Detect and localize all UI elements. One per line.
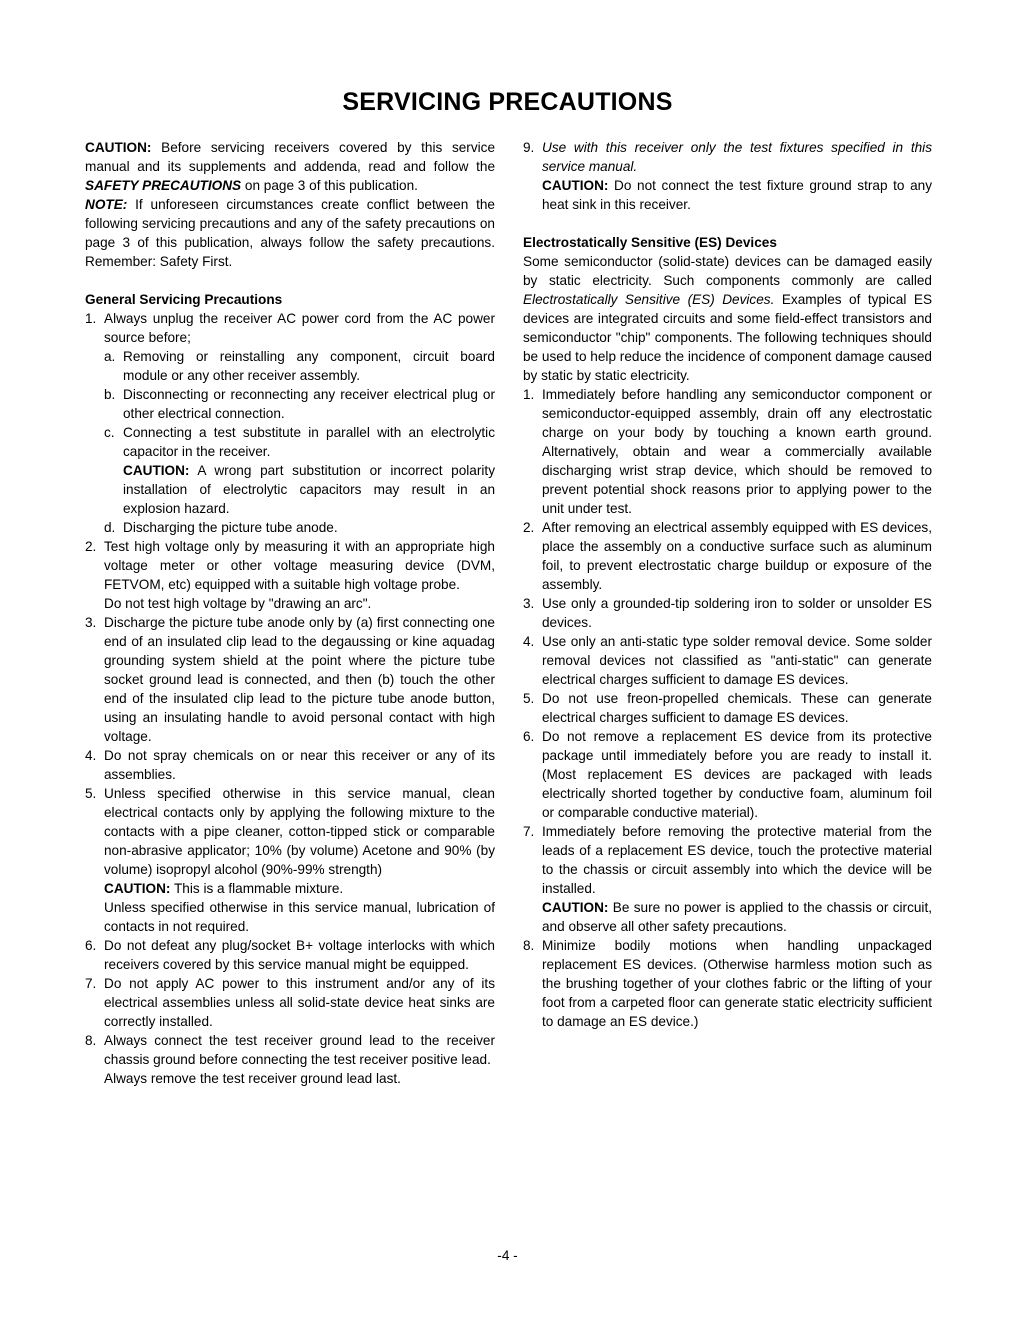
es-intro-paragraph (523, 252, 932, 385)
item-extra-text: Do not test high voltage by "drawing an arc". (104, 596, 372, 611)
list-item-1 (85, 309, 495, 537)
list-item-5 (85, 784, 495, 936)
es-text-before: Some semiconductor (solid-state) devices can be damaged easily by static electricity. Such components commonly are called (523, 254, 932, 288)
item-text: Discharge the picture tube anode only by (a) first connecting one end of an insulated clip lead to the degaussing or kine aquadag grounding system shield at the point where the picture tube socket ground lead is connected, and then (b) touch the other end of the insulated clip lead to the picture tube anode button, using an insulating handle to avoid personal contact with high voltage. (104, 615, 495, 744)
sub-item-text: Connecting a test substitute in parallel with an electrolytic capacitor in the receiver. (123, 425, 495, 459)
es-devices-heading: Electrostatically Sensitive (ES) Devices (523, 235, 777, 250)
item-text: Do not defeat any plug/socket B+ voltage interlocks with which receivers covered by this service manual might be equipped. (104, 938, 495, 972)
page-title: SERVICING PRECAUTIONS (342, 88, 673, 116)
item-text: After removing an electrical assembly equipped with ES devices, place the assembly on a conductive surface such as aluminum foil, to prevent electrostatic charge buildup or exposure of the assembly. (542, 520, 932, 592)
caution-text: This is a flammable mixture. (170, 881, 344, 896)
item-number: 9. (523, 140, 535, 155)
item-number: 8. (523, 938, 535, 953)
list-item-3 (85, 613, 495, 746)
item-number: 5. (523, 691, 535, 706)
item-extra-text: Unless specified otherwise in this service manual, lubrication of contacts in not required. (104, 900, 495, 934)
page-number: -4 - (497, 1248, 518, 1263)
item-text: Immediately before removing the protective material from the leads of a replacement ES device, touch the protective material to the chassis or circuit assembly into which the device will be installed. (542, 824, 932, 896)
item-number: 4. (85, 748, 97, 763)
list-item-2 (85, 537, 495, 613)
caution-text-before: Before servicing receivers covered by this service manual and its supplements and addenda, read and follow the (85, 140, 495, 174)
list-item-4 (85, 746, 495, 784)
list-item-8 (85, 1031, 495, 1088)
caution-label: CAUTION: (123, 463, 190, 478)
item-text: Unless specified otherwise in this service manual, clean electrical contacts only by applying the following mixture to the contacts with a pipe cleaner, cotton-tipped stick or comparable non-abrasive applicator; 10% (by volume) Acetone and 90% (by volume) isopropyl alcohol (90%-99% strength) (104, 786, 495, 877)
note-paragraph (85, 195, 495, 271)
sub-item-letter: c. (104, 425, 115, 440)
sub-item-text: Discharging the picture tube anode. (123, 520, 338, 535)
item-number: 8. (85, 1033, 97, 1048)
item-number: 1. (85, 311, 97, 326)
sub-item-letter: b. (104, 387, 116, 402)
item-text: Use only a grounded-tip soldering iron to solder or unsolder ES devices. (542, 596, 932, 630)
es-list-item-5 (523, 689, 932, 727)
note-label: NOTE: (85, 197, 128, 212)
item-text: Do not remove a replacement ES device from its protective package until immediately before you are ready to install it. (Most replacement ES devices are packaged with leads electrically shorted together by conductive foam, aluminum foil or comparable conductive material). (542, 729, 932, 820)
caution-text: Do not connect the test fixture ground strap to any heat sink in this receiver. (542, 178, 932, 212)
sub-item-text: Disconnecting or reconnecting any receiver electrical plug or other electrical connection. (123, 387, 495, 421)
item-text-italic: Use with this receiver only the test fixtures specified in this service manual. (542, 140, 932, 174)
es-devices-emphasis: Electrostatically Sensitive (ES) Devices. (523, 292, 775, 307)
note-text: If unforeseen circumstances create conflict between the following servicing precautions and any of the safety precautions on page 3 of this publication, always follow the safety precautions. Remember: Safety First. (85, 197, 495, 269)
item-text: Do not spray chemicals on or near this receiver or any of its assemblies. (104, 748, 495, 782)
es-list-item-4 (523, 632, 932, 689)
sub-item-text: Removing or reinstalling any component, circuit board module or any other receiver assembly. (123, 349, 495, 383)
item-extra-text: Always remove the test receiver ground lead last. (104, 1071, 401, 1086)
sub-item-c (104, 423, 495, 518)
item-caution (542, 176, 932, 214)
item-number: 6. (523, 729, 535, 744)
item-number: 6. (85, 938, 97, 953)
item-number: 1. (523, 387, 535, 402)
item-number: 4. (523, 634, 535, 649)
caution-text: A wrong part substitution or incorrect polarity installation of electrolytic capacitors may result in an explosion hazard. (123, 463, 495, 516)
caution-label: CAUTION: (542, 178, 609, 193)
item-text: Always connect the test receiver ground lead to the receiver chassis ground before connecting the test receiver positive lead. (104, 1033, 495, 1067)
item-number: 2. (85, 539, 97, 554)
sub-item-b (104, 385, 495, 423)
caution-label: CAUTION: (542, 900, 609, 915)
list-item-9 (523, 138, 932, 214)
sub-item-caution (123, 461, 495, 518)
item-number: 7. (85, 976, 97, 991)
item-number: 3. (523, 596, 535, 611)
left-column (85, 138, 495, 1088)
es-list-item-1 (523, 385, 932, 518)
es-list-item-3 (523, 594, 932, 632)
item-text: Test high voltage only by measuring it with an appropriate high voltage meter or other voltage measuring device (DVM, FETVOM, etc) equipped with a suitable high voltage probe. (104, 539, 495, 592)
item-text: Do not apply AC power to this instrument and/or any of its electrical assemblies unless all solid-state device heat sinks are correctly installed. (104, 976, 495, 1029)
es-list-item-2 (523, 518, 932, 594)
list-item-6 (85, 936, 495, 974)
right-column (523, 138, 932, 1031)
item-number: 3. (85, 615, 97, 630)
safety-precautions-emphasis: SAFETY PRECAUTIONS (85, 178, 242, 193)
caution-label: CAUTION: (85, 140, 152, 155)
item-number: 2. (523, 520, 535, 535)
item-number: 5. (85, 786, 97, 801)
item-text: Do not use freon-propelled chemicals. These can generate electrical charges sufficient to damage ES devices. (542, 691, 932, 725)
item-text: Minimize bodily motions when handling unpackaged replacement ES devices. (Otherwise harmless motion such as the brushing together of your clothes fabric or the lifting of your foot from a carpeted floor can generate static electricity sufficient to damage an ES device.) (542, 938, 932, 1029)
item-text: Always unplug the receiver AC power cord from the AC power source before; (104, 311, 495, 345)
sub-item-letter: a. (104, 349, 116, 364)
es-list-item-7 (523, 822, 932, 936)
item-caution (542, 898, 932, 936)
es-list-item-8 (523, 936, 932, 1031)
list-item-7 (85, 974, 495, 1031)
general-servicing-heading: General Servicing Precautions (85, 292, 283, 307)
item-caution (104, 879, 495, 898)
caution-text-after: on page 3 of this publication. (241, 178, 418, 193)
item-text: Immediately before handling any semiconductor component or semiconductor-equipped assembly, drain off any electrostatic charge on your body by touching a known earth ground. Alternatively, obtain and wear a commercially available discharging wrist strap device, which should be removed to prevent potential shock reasons prior to applying power to the unit under test. (542, 387, 932, 516)
sub-item-d (104, 518, 495, 537)
sub-item-a (104, 347, 495, 385)
caution-intro-paragraph (85, 138, 495, 195)
item-number: 7. (523, 824, 535, 839)
es-list-item-6 (523, 727, 932, 822)
caution-label: CAUTION: (104, 881, 171, 896)
sub-item-letter: d. (104, 520, 116, 535)
item-text: Use only an anti-static type solder removal device. Some solder removal devices not classified as "anti-static" can generate electrical charges sufficient to damage ES devices. (542, 634, 932, 687)
es-text-after: Examples of typical ES devices are integrated circuits and some field-effect transistors and semiconductor "chip" components. The following techniques should be used to help reduce the incidence of component damage caused by static by static electricity. (523, 292, 933, 383)
caution-text: Be sure no power is applied to the chassis or circuit, and observe all other safety precautions. (542, 900, 932, 934)
